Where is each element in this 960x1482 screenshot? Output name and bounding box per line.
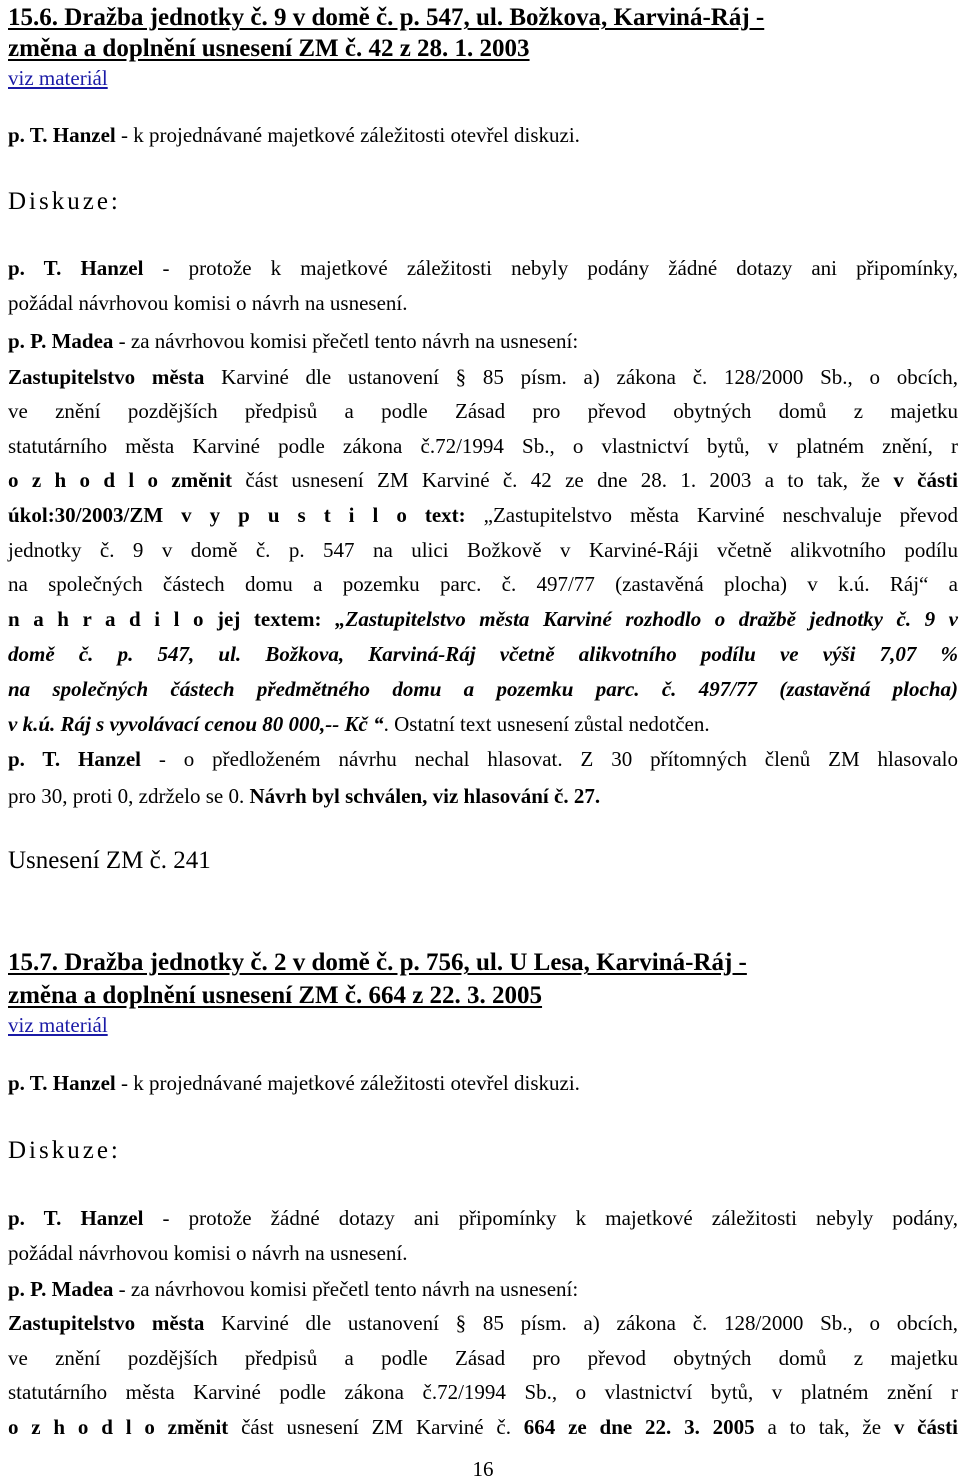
resolution-line-11: v k.ú. Ráj s vyvolávací cenou 80 000,-- Kč “. Ostatní text usnesení zůstal nedotčen. — [8, 712, 710, 736]
resolution-line-1: Zastupitelstvo města Karviné dle ustanovení § 85 písm. a) zákona č. 128/2000 Sb., o obcích, — [8, 365, 958, 389]
speaker-name: p. P. Madea — [8, 1277, 114, 1301]
resolution2-line-4: o z h o d l o změnit část usnesení ZM Karviné č. 664 ze dne 22. 3. 2005 a to tak, že v části — [8, 1415, 958, 1439]
speaker-name: p. T. Hanzel — [8, 747, 142, 771]
resolution2-line-1: Zastupitelstvo města Karviné dle ustanovení § 85 písm. a) zákona č. 128/2000 Sb., o obcích, — [8, 1311, 958, 1335]
paragraph-d1-line2: požádal návrhovou komisi o návrh na usnesení. — [8, 291, 408, 315]
resolution-line-10: na společných částech předmětného domu a pozemku parc. č. 497/77 (zastavěná plocha) — [8, 677, 958, 701]
speaker-name: p. P. Madea — [8, 329, 114, 353]
section-heading-15-6-line2: změna a doplnění usnesení ZM č. 42 z 28. 1. 2003 — [8, 35, 530, 62]
paragraph-open-discussion-1: p. T. Hanzel - k projednávané majetkové záležitosti otevřel diskuzi. — [8, 123, 580, 147]
section-heading-15-6-line1: 15.6. Dražba jednotky č. 9 v domě č. p. 547, ul. Božkova, Karviná-Ráj - — [8, 4, 765, 31]
resolution-line-3: statutárního města Karviné podle zákona č.72/1994 Sb., o vlastnictví bytů, v platném znění, r — [8, 434, 958, 458]
paragraph-d1-line1: p. T. Hanzel - protože k majetkové záležitosti nebyly podány žádné dotazy ani připomínky, — [8, 256, 958, 280]
page-number: 16 — [472, 1457, 494, 1481]
vote-line-2: pro 30, proti 0, zdrželo se 0. Návrh byl schválen, viz hlasování č. 27. — [8, 784, 601, 808]
paragraph-open-discussion-2: p. T. Hanzel - k projednávané majetkové záležitosti otevřel diskuzi. — [8, 1071, 580, 1095]
discussion-heading-1: Diskuze: — [8, 188, 121, 215]
resolution-number-241: Usnesení ZM č. 241 — [8, 847, 211, 874]
vote-line-1: p. T. Hanzel - o předloženém návrhu nechal hlasovat. Z 30 přítomných členů ZM hlasovalo — [8, 747, 958, 771]
speaker-name: p. T. Hanzel — [8, 123, 116, 147]
paragraph-d1-line1-s2: p. T. Hanzel - protože žádné dotazy ani připomínky k majetkové záležitosti nebyly podány, — [8, 1206, 958, 1230]
material-link-15-7[interactable]: viz materiál — [8, 1013, 108, 1037]
discussion-heading-2: Diskuze: — [8, 1137, 121, 1164]
speaker-name: p. T. Hanzel — [8, 1071, 116, 1095]
resolution-line-2: ve znění pozdějších předpisů a podle Zásad pro převod obytných domů z majetku — [8, 399, 958, 423]
resolution2-line-2: ve znění pozdějších předpisů a podle Zásad pro převod obytných domů z majetku — [8, 1346, 958, 1370]
resolution2-line-3: statutárního města Karviné podle zákona č.72/1994 Sb., o vlastnictví bytů, v platném znění r — [8, 1380, 958, 1404]
material-link-15-6[interactable]: viz materiál — [8, 66, 108, 90]
resolution-line-8: n a h r a d i l o jej textem: „Zastupitelstvo města Karviné rozhodlo o dražbě jednotky č. 9 v — [8, 607, 958, 631]
section-heading-15-7-line1: 15.7. Dražba jednotky č. 2 v domě č. p. 756, ul. U Lesa, Karviná-Ráj - — [8, 949, 747, 976]
resolution-line-6: jednotky č. 9 v domě č. p. 547 na ulici Božkově v Karviné-Ráji včetně alikvotního podílu — [8, 538, 958, 562]
speaker-name: p. T. Hanzel — [8, 1206, 144, 1230]
speaker-name: p. T. Hanzel — [8, 256, 144, 280]
resolution-line-9: domě č. p. 547, ul. Božkova, Karviná-Ráj včetně alikvotního podílu ve výši 7,07 % — [8, 642, 958, 666]
resolution-line-4: o z h o d l o změnit část usnesení ZM Karviné č. 42 ze dne 28. 1. 2003 a to tak, že v části — [8, 468, 959, 492]
paragraph-d2: p. P. Madea - za návrhovou komisi přečetl tento návrh na usnesení: — [8, 329, 579, 353]
paragraph-d1-line2-s2: požádal návrhovou komisi o návrh na usnesení. — [8, 1241, 408, 1265]
resolution-line-7: na společných částech domu a pozemku parc. č. 497/77 (zastavěná plocha) v k.ú. Ráj“ a — [8, 572, 958, 596]
section-heading-15-7-line2: změna a doplnění usnesení ZM č. 664 z 22. 3. 2005 — [8, 982, 543, 1009]
paragraph-d2-s2: p. P. Madea - za návrhovou komisi přečetl tento návrh na usnesení: — [8, 1277, 579, 1301]
resolution-line-5: úkol:30/2003/ZM v y p u s t i l o text: „Zastupitelstvo města Karviné neschvaluje převod — [8, 503, 958, 527]
